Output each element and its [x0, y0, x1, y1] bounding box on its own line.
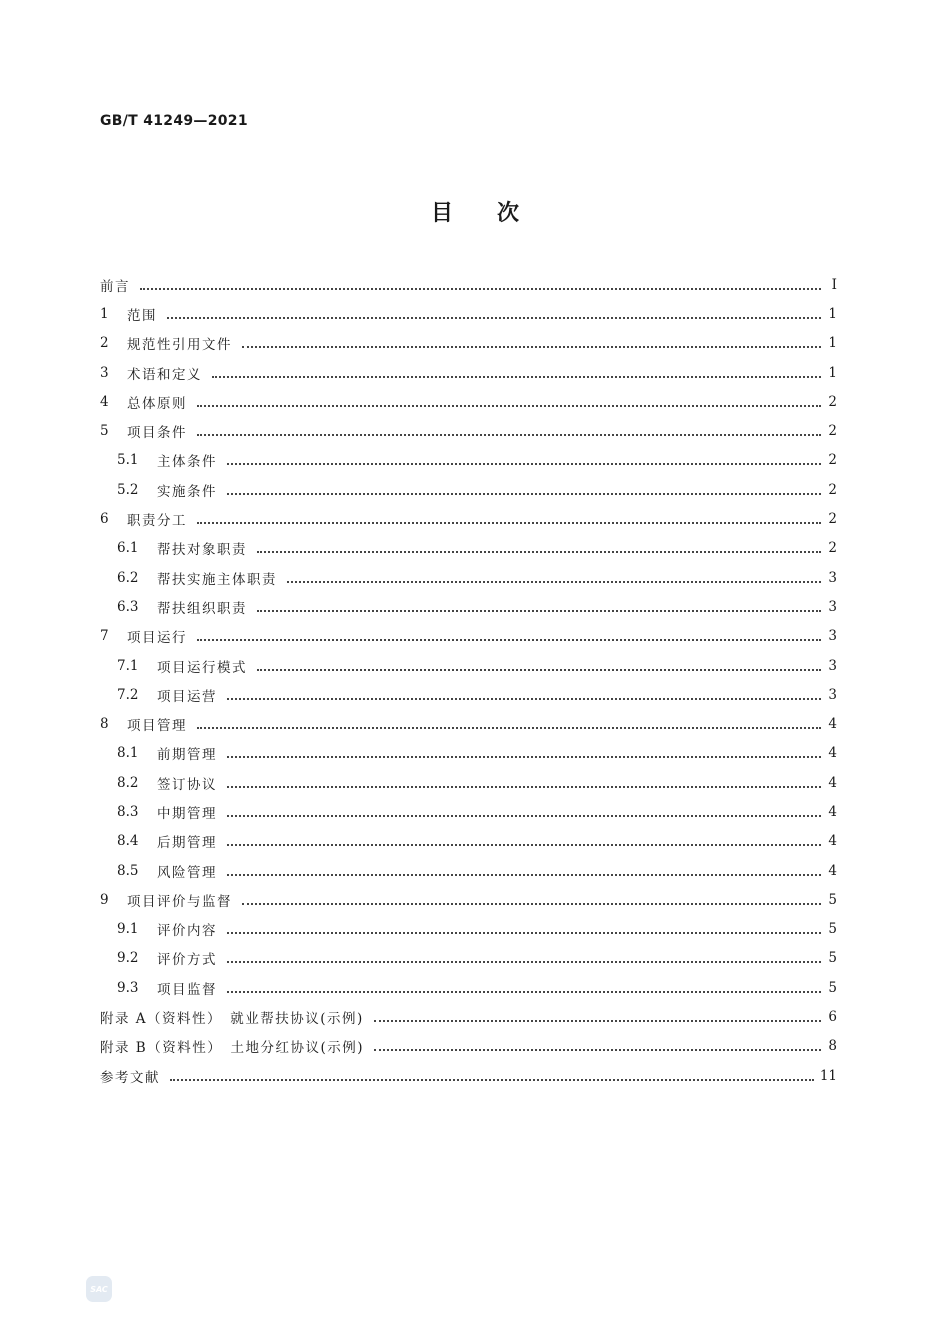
toc-entry-number: 9 [100, 891, 109, 908]
toc-entry-label: 后期管理 [157, 835, 217, 852]
toc-entry[interactable] [100, 1032, 837, 1061]
watermark-text: SAC [90, 1284, 108, 1294]
toc-leader-dots [227, 830, 821, 846]
toc-entry-number: 5.2 [117, 481, 139, 498]
toc-entry-label: 风险管理 [157, 864, 217, 881]
toc-entry-label: 项目运行模式 [157, 659, 247, 676]
toc-entry[interactable] [100, 329, 837, 358]
standard-code: GB/T 41249—2021 [100, 113, 248, 129]
toc-entry-number: 9.1 [117, 921, 139, 938]
toc-entry-page: 1 [828, 305, 837, 322]
toc-entry[interactable] [100, 680, 837, 709]
toc-entry-number: 7 [100, 628, 109, 645]
toc-entry-page: 6 [828, 1009, 837, 1026]
toc-entry-page: 3 [828, 686, 837, 703]
toc-entry-label: 项目管理 [127, 718, 187, 735]
toc-leader-dots [257, 596, 821, 612]
toc-leader-dots [197, 713, 821, 729]
toc-entry[interactable] [100, 563, 837, 592]
toc-entry-label: 规范性引用文件 [127, 337, 232, 354]
toc-entry-label: 术语和定义 [127, 366, 202, 383]
toc-entry[interactable] [100, 270, 837, 299]
toc-entry[interactable] [100, 856, 837, 885]
toc-leader-dots [140, 274, 821, 290]
toc-entry-page: 8 [828, 1038, 837, 1055]
toc-entry-page: 2 [828, 481, 837, 498]
toc-entry-label: 附录 B（资料性） 土地分红协议(示例) [100, 1040, 364, 1057]
toc-entry-page: 2 [828, 393, 837, 410]
toc-entry-number: 6 [100, 511, 109, 528]
toc-entry-page: 1 [828, 335, 837, 352]
toc-entry-label: 项目监督 [157, 981, 217, 998]
toc-entry-page: 11 [819, 1067, 837, 1084]
toc-entry[interactable] [100, 915, 837, 944]
toc-entry-label: 实施条件 [157, 483, 217, 500]
toc-entry-page: 5 [828, 979, 837, 996]
toc-entry[interactable] [100, 504, 837, 533]
toc-entry-number: 9.3 [117, 979, 139, 996]
toc-entry-number: 5.1 [117, 452, 139, 469]
page-title: 目次 [430, 201, 563, 226]
toc-entry[interactable] [100, 768, 837, 797]
toc-entry-page: 2 [828, 540, 837, 557]
toc-leader-dots [257, 537, 821, 553]
toc-entry-number: 3 [100, 364, 109, 381]
toc-entry-label: 签订协议 [157, 776, 217, 793]
toc-entry[interactable] [100, 622, 837, 651]
toc-entry-label: 总体原则 [127, 395, 187, 412]
toc-entry-number: 8.3 [117, 803, 139, 820]
toc-entry-number: 5 [100, 423, 109, 440]
toc-entry-page: Ⅰ [831, 276, 837, 293]
toc-entry-number: 8.5 [117, 862, 139, 879]
toc-entry-page: 4 [828, 833, 837, 850]
toc-leader-dots [197, 508, 821, 524]
toc-entry[interactable] [100, 475, 837, 504]
toc-entry-label: 前期管理 [157, 747, 217, 764]
toc-entry-number: 7.2 [117, 686, 139, 703]
toc-leader-dots [227, 684, 821, 700]
toc-entry-page: 5 [828, 950, 837, 967]
toc-entry-page: 1 [828, 364, 837, 381]
toc-entry-label: 评价方式 [157, 952, 217, 969]
toc-entry-label: 职责分工 [127, 513, 187, 530]
toc-entry-page: 2 [828, 511, 837, 528]
toc-leader-dots [374, 1035, 821, 1051]
toc-entry-page: 5 [828, 891, 837, 908]
table-of-contents [100, 270, 837, 1090]
toc-entry-number: 8.2 [117, 774, 139, 791]
toc-entry-label: 中期管理 [157, 805, 217, 822]
toc-entry-number: 7.1 [117, 657, 139, 674]
toc-entry[interactable] [100, 416, 837, 445]
toc-leader-dots [374, 1006, 821, 1022]
toc-entry-label: 项目运行 [127, 630, 187, 647]
toc-entry[interactable] [100, 446, 837, 475]
toc-leader-dots [167, 303, 821, 319]
toc-entry-page: 2 [828, 423, 837, 440]
toc-leader-dots [227, 801, 821, 817]
toc-leader-dots [212, 362, 821, 378]
toc-entry-number: 6.3 [117, 598, 139, 615]
toc-entry[interactable] [100, 387, 837, 416]
toc-entry-number: 4 [100, 393, 109, 410]
toc-entry-page: 3 [828, 628, 837, 645]
toc-leader-dots [227, 449, 821, 465]
toc-entry-page: 4 [828, 745, 837, 762]
toc-entry-page: 4 [828, 774, 837, 791]
toc-entry-number: 8.4 [117, 833, 139, 850]
toc-entry-page: 3 [828, 569, 837, 586]
toc-entry-number: 6.2 [117, 569, 139, 586]
toc-entry[interactable] [100, 797, 837, 826]
toc-entry[interactable] [100, 358, 837, 387]
sac-watermark-logo [86, 1276, 112, 1302]
toc-leader-dots [227, 742, 821, 758]
toc-entry-label: 范围 [127, 307, 157, 324]
toc-entry-label: 帮扶组织职责 [157, 600, 247, 617]
toc-leader-dots [227, 479, 821, 495]
toc-entry[interactable] [100, 885, 837, 914]
toc-entry-label: 评价内容 [157, 923, 217, 940]
toc-leader-dots [197, 625, 821, 641]
toc-entry-label: 参考文献 [100, 1069, 160, 1086]
toc-entry[interactable] [100, 299, 837, 328]
toc-leader-dots [197, 391, 821, 407]
toc-leader-dots [227, 947, 821, 963]
toc-entry-page: 2 [828, 452, 837, 469]
toc-leader-dots [287, 567, 821, 583]
toc-entry[interactable] [100, 1061, 837, 1090]
toc-leader-dots [170, 1065, 814, 1081]
toc-entry-label: 附录 A（资料性） 就业帮扶协议(示例) [100, 1011, 364, 1028]
toc-entry-label: 项目评价与监督 [127, 893, 232, 910]
toc-entry[interactable] [100, 592, 837, 621]
toc-entry-number: 8.1 [117, 745, 139, 762]
toc-entry-label: 帮扶对象职责 [157, 542, 247, 559]
toc-entry-label: 项目条件 [127, 425, 187, 442]
toc-entry-number: 8 [100, 716, 109, 733]
toc-leader-dots [257, 655, 821, 671]
toc-entry-number: 1 [100, 305, 109, 322]
toc-entry-page: 3 [828, 657, 837, 674]
toc-leader-dots [242, 332, 821, 348]
toc-entry-label: 主体条件 [157, 454, 217, 471]
toc-entry-label: 项目运营 [157, 688, 217, 705]
toc-entry[interactable] [100, 709, 837, 738]
toc-entry-page: 5 [828, 921, 837, 938]
toc-entry-page: 4 [828, 716, 837, 733]
toc-entry[interactable] [100, 739, 837, 768]
toc-entry[interactable] [100, 1002, 837, 1031]
toc-entry[interactable] [100, 944, 837, 973]
toc-entry-number: 9.2 [117, 950, 139, 967]
toc-leader-dots [227, 860, 821, 876]
toc-leader-dots [227, 918, 821, 934]
toc-entry-page: 4 [828, 862, 837, 879]
toc-entry[interactable] [100, 973, 837, 1002]
toc-entry[interactable] [100, 534, 837, 563]
toc-leader-dots [242, 889, 821, 905]
toc-leader-dots [197, 420, 821, 436]
toc-entry-label: 前言 [100, 278, 130, 295]
toc-entry[interactable] [100, 827, 837, 856]
toc-entry-label: 帮扶实施主体职责 [157, 571, 277, 588]
toc-entry-number: 2 [100, 335, 109, 352]
toc-entry[interactable] [100, 651, 837, 680]
toc-leader-dots [227, 977, 821, 993]
toc-entry-page: 4 [828, 803, 837, 820]
toc-leader-dots [227, 772, 821, 788]
toc-entry-number: 6.1 [117, 540, 139, 557]
toc-entry-page: 3 [828, 598, 837, 615]
